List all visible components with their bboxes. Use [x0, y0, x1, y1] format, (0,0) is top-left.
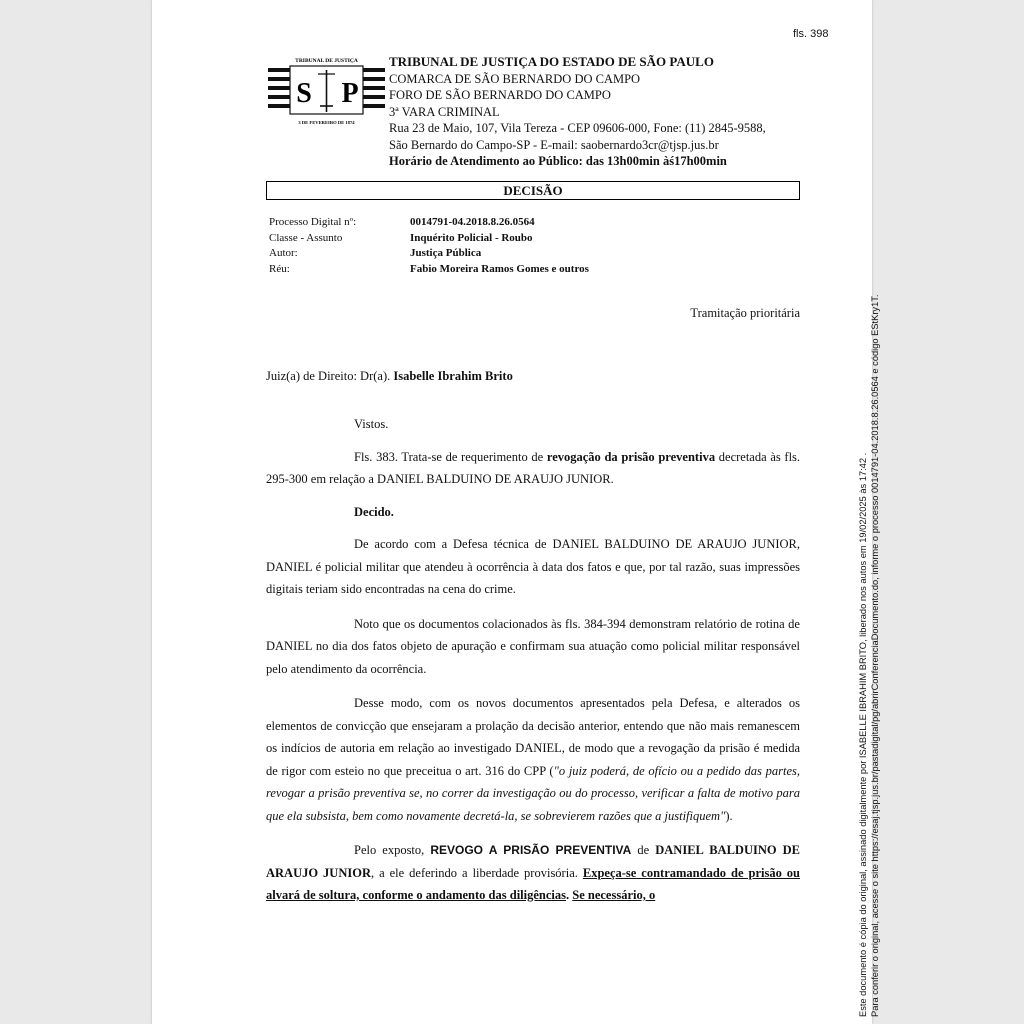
p5-text-e: , a ele deferindo a liberdade provisória.: [370, 865, 578, 880]
meta-label: Classe - Assunto: [269, 231, 343, 244]
office-hours: Horário de Atendimento ao Público: das 13h00min àś17h00min: [389, 154, 727, 168]
judge-name: Isabelle Ibrahim Brito: [393, 369, 513, 383]
court-name: TRIBUNAL DE JUSTIÇA DO ESTADO DE SÃO PAULO: [389, 54, 714, 69]
meta-value: Fabio Moreira Ramos Gomes e outros: [410, 262, 589, 275]
vara: 3ª VARA CRIMINAL: [389, 104, 500, 119]
digital-signature-note: [857, 295, 881, 1017]
meta-label: Autor:: [269, 247, 298, 260]
logo-top-text: TRIBUNAL DE JUSTIÇA: [295, 58, 358, 64]
p2-text: De acordo com a Defesa técnica de DANIEL BALDUINO DE ARAUJO JUNIOR, DANIEL é policial militar que atendeu à ocorrência à data dos fatos e que, por tal razão, suas impressões digitais teriam sido encontradas na cena do crime.: [266, 537, 800, 596]
meta-value: 0014791-04.2018.8.26.0564: [410, 216, 535, 228]
logo-letter-p: P: [341, 78, 359, 109]
comarca: COMARCA DE SÃO BERNARDO DO CAMPO: [389, 71, 641, 86]
p4-text-a: Desse modo, com os novos documentos apresentados pela Defesa, e alterados os elementos de convicção que ensejaram a prolação da decisão anterior, entendo que não mais remanescem os indícios de autoria em relação ao investigado DANIEL, de modo que a revogação da prisão é medida de rigor com esteio no que preceitua o art. 316 do CPP (: [266, 696, 800, 778]
logo-letter-s: S: [296, 78, 312, 109]
logo-date-text: 3 DE FEVEREIRO DE 1874: [298, 120, 355, 125]
paragraph-4: [266, 692, 800, 827]
p5-continuation: Se necessário, o: [572, 888, 656, 902]
court-logo: [268, 50, 385, 130]
p1-text-a: Fls. 383. Trata-se de requerimento de: [354, 449, 544, 464]
p4-quote: "o juiz poderá, de ofício ou a pedido das partes, revogar a prisão preventiva se, no correr da investigação ou do processo, verificar a falta de motivo para que ela subsista, bem como novamente decretá-la, se sobrevierem razões que a justifiquem": [266, 763, 801, 823]
judge-label: Juiz(a) de Direito: Dr(a).: [266, 369, 391, 383]
meta-label: Processo Digital nº:: [269, 216, 357, 228]
p3-text: Noto que os documentos colacionados às fls. 384-394 demonstram relatório de rotina de DANIEL no dia dos fatos objeto de apuração e confirmam sua atuação como policial militar responsável pelo atendimento da ocorrência.: [266, 616, 800, 676]
signature-line-2: Para conferir o original, acesse o site https://esaj.tjsp.jus.br/pastadigital/pg/abrirConferenciaDocumento.do, informe o processo 0014791-04.2018.8.26.0564 e código EStKry1T.: [870, 294, 880, 1017]
p1-text-c: decretada às fls. 295-300 em relação a DANIEL BALDUINO DE ARAUJO JUNIOR.: [266, 449, 801, 486]
judge-line: [266, 369, 513, 384]
foro: FORO DE SÃO BERNARDO DO CAMPO: [389, 88, 611, 102]
paragraph-decido: [266, 501, 800, 524]
meta-label: Réu:: [269, 262, 290, 275]
paragraph-3: [266, 613, 800, 681]
vistos-text: Vistos.: [354, 417, 389, 431]
meta-row: [269, 231, 589, 247]
paragraph-5: [266, 839, 800, 907]
paragraph-1: [266, 446, 800, 491]
meta-row: [269, 246, 589, 262]
process-metadata: [269, 215, 589, 277]
document-title: DECISÃO: [266, 181, 800, 200]
p5-order: Expeça-se contramandado de prisão ou alvará de soltura, conforme o andamento das diligências: [266, 865, 801, 902]
p4-text-b: ).: [725, 808, 733, 823]
address-line-1: Rua 23 de Maio, 107, Vila Tereza - CEP 09606-000, Fone: (11) 2845-9588,: [389, 121, 766, 135]
meta-value: Inquérito Policial - Roubo: [410, 231, 533, 244]
p5-text-c: de: [637, 843, 650, 857]
meta-row: [269, 215, 589, 231]
meta-row: [269, 262, 589, 278]
p5-revogo: REVOGO A PRISÃO PREVENTIVA: [430, 843, 632, 857]
address-line-2: São Bernardo do Campo-SP - E-mail: saobernardo3cr@tjsp.jus.br: [389, 137, 719, 152]
paragraph-2: [266, 533, 800, 601]
p5-period: .: [566, 888, 570, 902]
page-number: fls. 398: [793, 28, 829, 40]
paragraph-vistos: [266, 413, 800, 436]
p5-defendant: DANIEL BALDUINO DE ARAUJO JUNIOR: [266, 843, 801, 880]
meta-value: Justiça Pública: [410, 247, 482, 260]
priority-note: Tramitação prioritária: [690, 306, 800, 320]
court-header: [389, 54, 766, 170]
p1-bold: revogação da prisão preventiva: [546, 449, 716, 464]
decido-text: Decido.: [354, 504, 394, 519]
signature-line-1: Este documento é cópia do original, assinado digitalmente por ISABELLE IBRAHIM BRITO, liberado nos autos em 19/02/2025 às 17:42 .: [858, 452, 868, 1017]
p5-text-a: Pelo exposto,: [354, 843, 425, 857]
decision-body: [266, 413, 800, 919]
